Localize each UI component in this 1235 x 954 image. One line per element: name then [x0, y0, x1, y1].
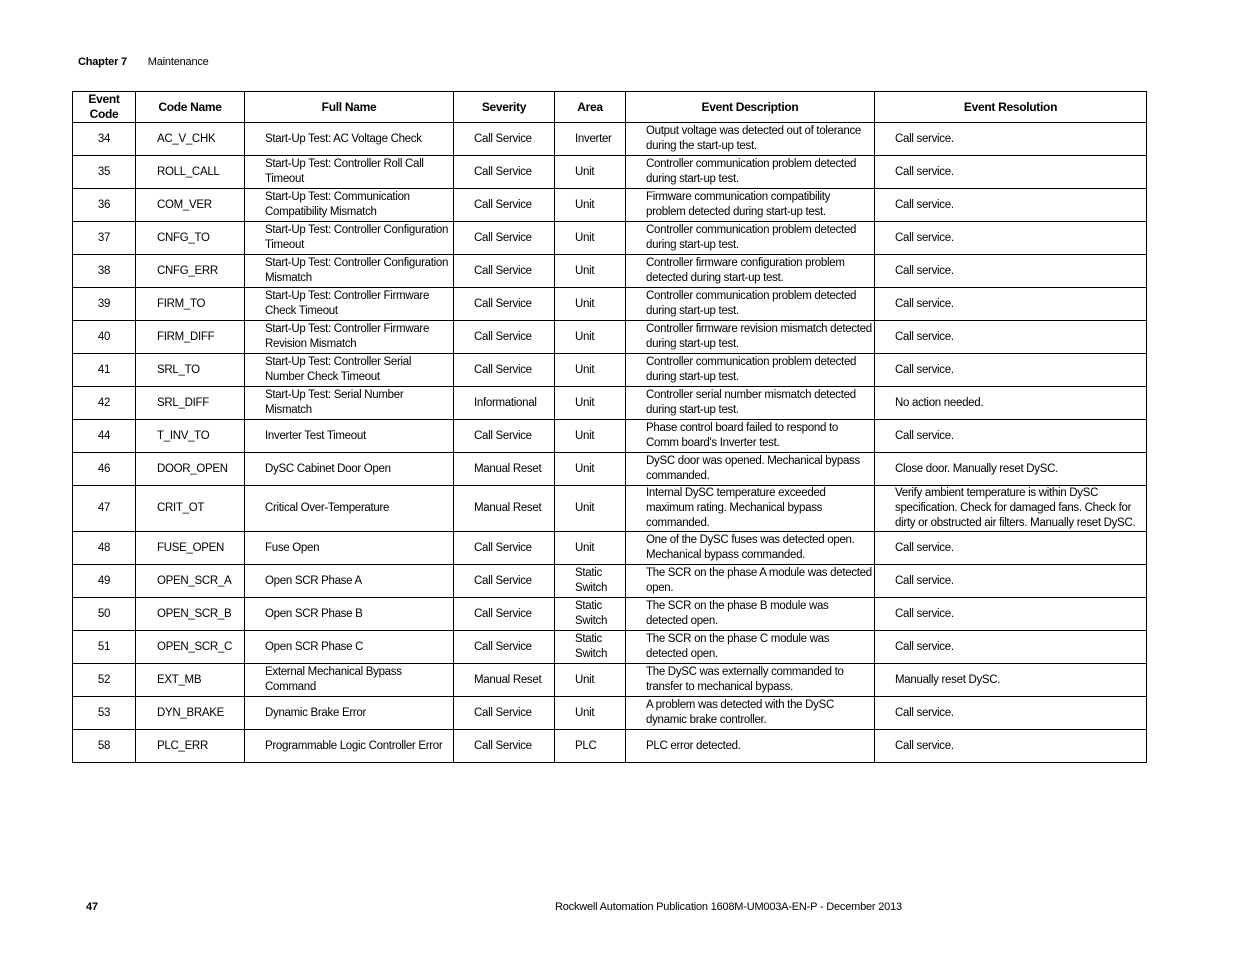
cell-full-name: Start-Up Test: Controller Configuration Mismatch: [245, 255, 454, 288]
cell-event-description: Controller communication problem detected during start-up test.: [626, 156, 875, 189]
cell-code-name: FUSE_OPEN: [136, 532, 245, 565]
cell-event-code: 47: [73, 486, 136, 532]
cell-event-resolution: Close door. Manually reset DySC.: [875, 453, 1147, 486]
table-row: [73, 532, 1147, 565]
cell-full-name: Dynamic Brake Error: [245, 697, 454, 730]
cell-code-name: EXT_MB: [136, 664, 245, 697]
publication-info: Rockwell Automation Publication 1608M-UM003A-EN-P - December 2013: [555, 901, 902, 913]
col-header-event-code: Event Code: [73, 92, 136, 123]
cell-event-resolution: Call service.: [875, 730, 1147, 763]
cell-event-description: A problem was detected with the DySC dynamic brake controller.: [626, 697, 875, 730]
table-row: [73, 697, 1147, 730]
cell-code-name: COM_VER: [136, 189, 245, 222]
col-header-event-description: Event Description: [626, 92, 875, 123]
cell-full-name: Open SCR Phase C: [245, 631, 454, 664]
cell-code-name: CNFG_TO: [136, 222, 245, 255]
cell-event-description: Controller communication problem detected during start-up test.: [626, 288, 875, 321]
col-header-full-name: Full Name: [245, 92, 454, 123]
cell-event-code: 48: [73, 532, 136, 565]
cell-full-name: Start-Up Test: AC Voltage Check: [245, 123, 454, 156]
cell-event-description: Firmware communication compatibility problem detected during start-up test.: [626, 189, 875, 222]
cell-area: PLC: [555, 730, 626, 763]
cell-event-resolution: Call service.: [875, 565, 1147, 598]
cell-code-name: OPEN_SCR_C: [136, 631, 245, 664]
col-header-severity: Severity: [454, 92, 555, 123]
cell-event-resolution: Call service.: [875, 354, 1147, 387]
cell-severity: Call Service: [454, 123, 555, 156]
cell-area: Unit: [555, 255, 626, 288]
cell-event-code: 42: [73, 387, 136, 420]
cell-severity: Call Service: [454, 321, 555, 354]
cell-severity: Manual Reset: [454, 664, 555, 697]
cell-event-description: One of the DySC fuses was detected open. Mechanical bypass commanded.: [626, 532, 875, 565]
cell-event-description: Phase control board failed to respond to Comm board's Inverter test.: [626, 420, 875, 453]
chapter-label: Chapter 7: [78, 56, 127, 68]
cell-code-name: OPEN_SCR_A: [136, 565, 245, 598]
cell-code-name: SRL_TO: [136, 354, 245, 387]
cell-event-code: 39: [73, 288, 136, 321]
cell-code-name: CRIT_OT: [136, 486, 245, 532]
cell-full-name: Start-Up Test: Communication Compatibility Mismatch: [245, 189, 454, 222]
cell-event-description: Controller serial number mismatch detected during start-up test.: [626, 387, 875, 420]
cell-severity: Call Service: [454, 189, 555, 222]
cell-event-description: Controller firmware configuration problem detected during start-up test.: [626, 255, 875, 288]
cell-code-name: DOOR_OPEN: [136, 453, 245, 486]
cell-event-resolution: Call service.: [875, 255, 1147, 288]
cell-event-description: The DySC was externally commanded to transfer to mechanical bypass.: [626, 664, 875, 697]
cell-event-resolution: Call service.: [875, 288, 1147, 321]
cell-full-name: Open SCR Phase B: [245, 598, 454, 631]
cell-event-code: 36: [73, 189, 136, 222]
cell-event-code: 49: [73, 565, 136, 598]
cell-full-name: Start-Up Test: Controller Configuration Timeout: [245, 222, 454, 255]
cell-event-description: Controller communication problem detected during start-up test.: [626, 222, 875, 255]
cell-event-resolution: Call service.: [875, 532, 1147, 565]
cell-severity: Call Service: [454, 565, 555, 598]
table-row: [73, 255, 1147, 288]
table-row: [73, 387, 1147, 420]
cell-severity: Call Service: [454, 697, 555, 730]
cell-event-code: 35: [73, 156, 136, 189]
cell-event-resolution: No action needed.: [875, 387, 1147, 420]
cell-event-description: Controller communication problem detected during start-up test.: [626, 354, 875, 387]
cell-full-name: Start-Up Test: Serial Number Mismatch: [245, 387, 454, 420]
table-row: [73, 453, 1147, 486]
table-row: [73, 631, 1147, 664]
cell-severity: Manual Reset: [454, 486, 555, 532]
cell-event-code: 37: [73, 222, 136, 255]
cell-event-code: 53: [73, 697, 136, 730]
table-row: [73, 354, 1147, 387]
cell-full-name: Critical Over-Temperature: [245, 486, 454, 532]
cell-event-description: DySC door was opened. Mechanical bypass commanded.: [626, 453, 875, 486]
cell-code-name: FIRM_TO: [136, 288, 245, 321]
cell-area: Unit: [555, 222, 626, 255]
cell-event-resolution: Call service.: [875, 420, 1147, 453]
cell-full-name: Open SCR Phase A: [245, 565, 454, 598]
cell-full-name: Programmable Logic Controller Error: [245, 730, 454, 763]
table-row: [73, 598, 1147, 631]
cell-event-description: The SCR on the phase B module was detected open.: [626, 598, 875, 631]
cell-severity: Call Service: [454, 598, 555, 631]
cell-event-resolution: Call service.: [875, 156, 1147, 189]
table-row: [73, 321, 1147, 354]
table-row: [73, 288, 1147, 321]
cell-event-resolution: Call service.: [875, 189, 1147, 222]
table-row: [73, 664, 1147, 697]
cell-area: Unit: [555, 189, 626, 222]
cell-area: Static Switch: [555, 565, 626, 598]
cell-event-code: 34: [73, 123, 136, 156]
cell-area: Unit: [555, 664, 626, 697]
cell-event-code: 58: [73, 730, 136, 763]
table-row: [73, 123, 1147, 156]
cell-code-name: CNFG_ERR: [136, 255, 245, 288]
col-header-event-resolution: Event Resolution: [875, 92, 1147, 123]
cell-event-code: 50: [73, 598, 136, 631]
section-label: Maintenance: [147, 56, 209, 68]
table-row: [73, 565, 1147, 598]
cell-severity: Call Service: [454, 631, 555, 664]
cell-area: Unit: [555, 156, 626, 189]
cell-event-description: The SCR on the phase C module was detected open.: [626, 631, 875, 664]
cell-code-name: AC_V_CHK: [136, 123, 245, 156]
cell-full-name: Start-Up Test: Controller Firmware Revision Mismatch: [245, 321, 454, 354]
cell-code-name: ROLL_CALL: [136, 156, 245, 189]
cell-area: Unit: [555, 387, 626, 420]
table-row: [73, 730, 1147, 763]
cell-event-resolution: Manually reset DySC.: [875, 664, 1147, 697]
cell-area: Unit: [555, 288, 626, 321]
cell-event-code: 51: [73, 631, 136, 664]
running-header: [78, 56, 209, 68]
cell-area: Unit: [555, 697, 626, 730]
cell-event-description: Internal DySC temperature exceeded maximum rating. Mechanical bypass commanded.: [626, 486, 875, 532]
cell-full-name: Start-Up Test: Controller Roll Call Timeout: [245, 156, 454, 189]
cell-code-name: FIRM_DIFF: [136, 321, 245, 354]
cell-severity: Call Service: [454, 532, 555, 565]
cell-area: Unit: [555, 420, 626, 453]
cell-event-resolution: Call service.: [875, 697, 1147, 730]
cell-event-resolution: Call service.: [875, 631, 1147, 664]
cell-event-code: 44: [73, 420, 136, 453]
col-header-code-name: Code Name: [136, 92, 245, 123]
cell-event-resolution: Call service.: [875, 222, 1147, 255]
cell-event-description: Controller firmware revision mismatch detected during start-up test.: [626, 321, 875, 354]
cell-full-name: Inverter Test Timeout: [245, 420, 454, 453]
cell-event-code: 52: [73, 664, 136, 697]
table-row: [73, 420, 1147, 453]
cell-severity: Call Service: [454, 288, 555, 321]
col-header-area: Area: [555, 92, 626, 123]
cell-severity: Call Service: [454, 156, 555, 189]
cell-full-name: Start-Up Test: Controller Serial Number Check Timeout: [245, 354, 454, 387]
cell-event-code: 40: [73, 321, 136, 354]
cell-severity: Call Service: [454, 222, 555, 255]
cell-area: Static Switch: [555, 631, 626, 664]
cell-code-name: T_INV_TO: [136, 420, 245, 453]
table-row: [73, 222, 1147, 255]
cell-event-code: 38: [73, 255, 136, 288]
cell-severity: Call Service: [454, 354, 555, 387]
cell-area: Unit: [555, 532, 626, 565]
cell-event-resolution: Call service.: [875, 123, 1147, 156]
cell-event-description: PLC error detected.: [626, 730, 875, 763]
cell-event-resolution: Verify ambient temperature is within DySC specification. Check for damaged fans. Check for dirty or obstructed air filters. Manually reset DySC.: [875, 486, 1147, 532]
cell-area: Unit: [555, 486, 626, 532]
page-number: 47: [86, 901, 98, 913]
cell-event-description: The SCR on the phase A module was detected open.: [626, 565, 875, 598]
cell-severity: Call Service: [454, 255, 555, 288]
cell-severity: Manual Reset: [454, 453, 555, 486]
cell-event-code: 41: [73, 354, 136, 387]
cell-event-description: Output voltage was detected out of tolerance during the start-up test.: [626, 123, 875, 156]
table-header-row: [73, 92, 1147, 123]
cell-full-name: Start-Up Test: Controller Firmware Check Timeout: [245, 288, 454, 321]
cell-code-name: PLC_ERR: [136, 730, 245, 763]
cell-full-name: Fuse Open: [245, 532, 454, 565]
table-row: [73, 156, 1147, 189]
cell-area: Unit: [555, 354, 626, 387]
cell-severity: Call Service: [454, 730, 555, 763]
cell-code-name: OPEN_SCR_B: [136, 598, 245, 631]
cell-severity: Call Service: [454, 420, 555, 453]
cell-full-name: DySC Cabinet Door Open: [245, 453, 454, 486]
event-code-table: [72, 91, 1147, 763]
cell-code-name: DYN_BRAKE: [136, 697, 245, 730]
cell-event-resolution: Call service.: [875, 321, 1147, 354]
cell-area: Unit: [555, 453, 626, 486]
cell-event-resolution: Call service.: [875, 598, 1147, 631]
table-row: [73, 486, 1147, 532]
cell-code-name: SRL_DIFF: [136, 387, 245, 420]
cell-area: Static Switch: [555, 598, 626, 631]
table-row: [73, 189, 1147, 222]
cell-area: Unit: [555, 321, 626, 354]
cell-full-name: External Mechanical Bypass Command: [245, 664, 454, 697]
cell-event-code: 46: [73, 453, 136, 486]
cell-severity: Informational: [454, 387, 555, 420]
cell-area: Inverter: [555, 123, 626, 156]
